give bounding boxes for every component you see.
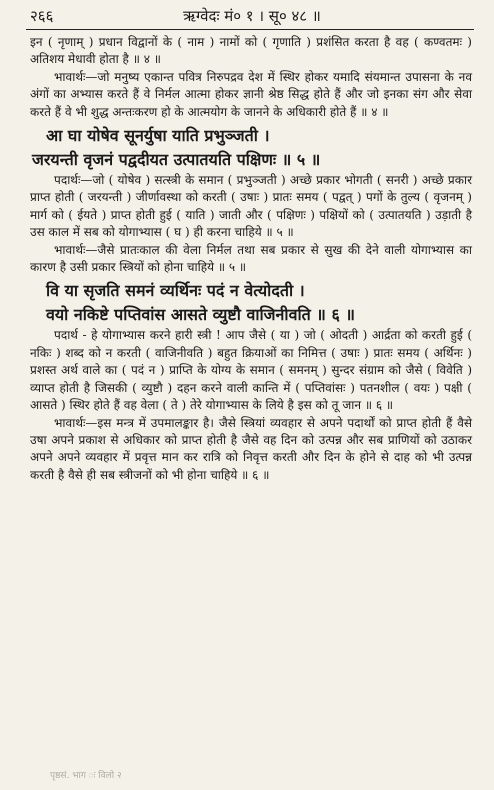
running-title: ऋग्वेदः मं० १ । सू० ४८ ॥ [183,7,321,25]
paragraph: पदार्थः—जो ( योषेव ) सत्स्त्री के समान ( प्रभुञ्जती ) अच्छे प्रकार भोगती ( सनरी ) अच्छे प्रकार प्राप्त होती ( जरयन्ती ) जीर्णावस्था को करती ( उषाः ) प्रातः समय ( पद्वत् ) पगों के तुल्य ( वृजनम् ) मार्ग को ( ईयते ) प्राप्त होती हुई ( याति ) जाती और ( पक्षिणः ) पक्षियों को ( उत्पातयति ) उड़ाती है उस काल में सब को योगाभ्यास ( घ ) ही करना चाहिये ॥ ५ ॥ [30,173,472,240]
mantra-line: वि या सृजति समनं व्यर्थिनः पदं न वेत्योदती । [46,281,305,301]
mantra-line: जरयन्ती वृजनं पद्वदीयत उत्पातयति पक्षिणः ॥ ५ ॥ [32,150,321,170]
mantra-line: वयो नकिष्टे पप्तिवांस आसते व्युष्टौ वाजिनीवति ॥ ६ ॥ [46,305,355,325]
page-number: २६६ [30,7,54,25]
header-rule [26,29,474,30]
page-header [30,6,474,28]
paragraph: पदार्थ - हे योगाभ्यास करने हारी स्त्री ! आप जैसे ( या ) जो ( ओदती ) आर्द्रता को करती हुई ( नकिः ) शब्द को न करती ( वाजिनीवति ) बहुत क्रियाओं का निमित्त ( उषाः ) प्रातः समय ( अर्थिनः ) प्रशस्त अर्थ वाले का ( पदं न ) प्राप्ति के योग्य के समान ( समनम् ) सुन्दर संग्राम को जैसे ( विवेति ) व्याप्त होती है जिसकी ( व्युष्टौ ) दहन करने वाली कान्ति में ( पप्तिवांसः ) पतनशील ( वयः ) पक्षी ( आसते ) स्थिर होते हैं वह वेला ( ते ) तेरे योगाभ्यास के लिये है इस को तू जान ॥ ६ ॥ [30,328,472,413]
page-content [30,34,472,484]
paragraph: भावार्थः—जैसे प्रातःकाल की वेला निर्मल तथा सब प्रकार से सुख की देने वाली योगाभ्यास का कारण है उसी प्रकार स्त्रियों को होना चाहिये ॥ ५ ॥ [30,242,472,275]
footer-faint-text: पृष्ठसं. भाग ः विलो २ [50,771,122,781]
paragraph: भावार्थः—जो मनुष्य एकान्त पवित्र निरुपद्रव देश में स्थिर होकर यमादि संयमान्त उपासना के नव अंगों का अभ्यास करते हैं वे निर्मल आत्मा होकर ज्ञानी श्रेष्ठ सिद्ध होते हैं और जो इनका संग और सेवा करते हैं वे भी शुद्ध अन्तःकरण हो के आत्मयोग के जानने के अधिकारी होते हैं ॥ ४ ॥ [30,69,472,119]
paragraph: इन ( नृणाम् ) प्रधान विद्वानों के ( नाम ) नामों को ( गृणाति ) प्रशंसित करता है वह ( कण्वतमः ) अतिशय मेधावी होता है ॥ ४ ॥ [30,35,472,67]
paragraph: भावार्थः—इस मन्त्र में उपमालङ्कार है। जैसे स्त्रियां व्यवहार से अपने पदार्थों को प्राप्त होती हैं वैसे उषा अपने प्रकाश से अधिकार को प्राप्त होती है जैसे वह दिन को उत्पन्न और सब प्राणियों को उठाकर अपने अपने व्यवहार में प्रवृत्त मान कर रात्रि को निवृत्त करती और दिन के होने से दाह को भी उत्पन्न करती है वैसे ही सब स्त्रीजनों को भी होना चाहिये ॥ ६ ॥ [30,415,472,482]
mantra-line: आ घा योषेव सूनर्युषा याति प्रभुञ्जती । [46,126,270,146]
